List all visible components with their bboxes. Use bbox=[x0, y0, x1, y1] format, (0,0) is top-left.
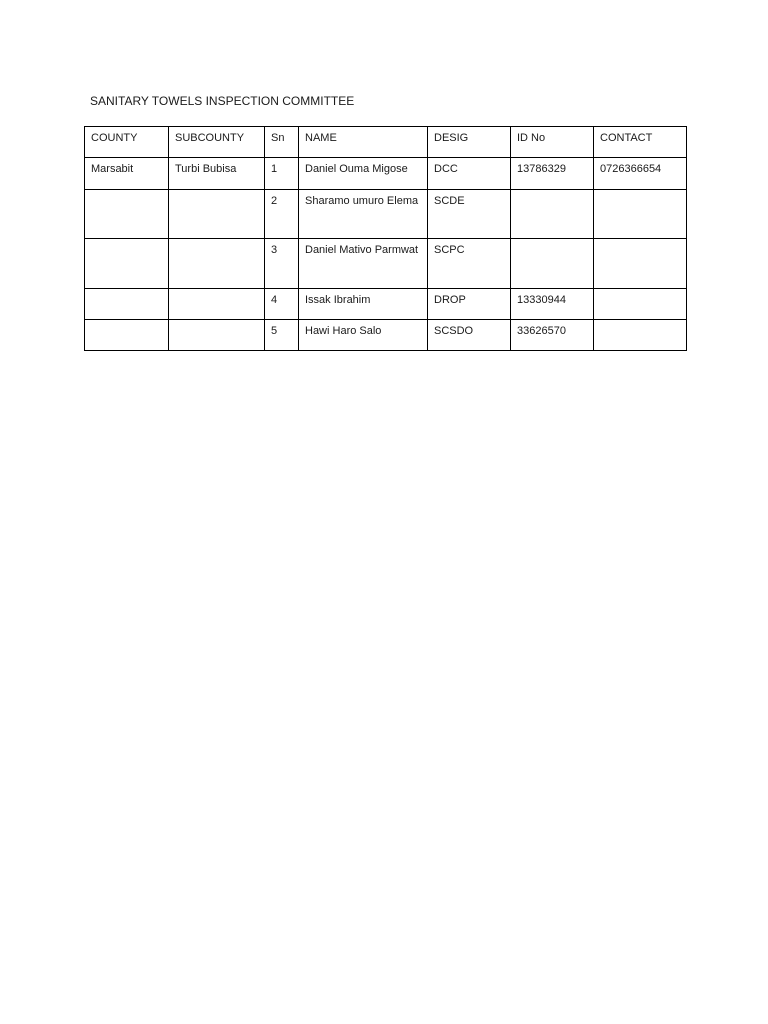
cell-name: Sharamo umuro Elema bbox=[299, 190, 428, 239]
table-row bbox=[85, 190, 687, 239]
cell-contact bbox=[594, 239, 687, 289]
cell-id-no: 33626570 bbox=[511, 320, 594, 351]
cell-contact: 0726366654 bbox=[594, 158, 687, 190]
document-title: SANITARY TOWELS INSPECTION COMMITTEE bbox=[90, 94, 355, 108]
cell-subcounty bbox=[169, 289, 265, 320]
table-row bbox=[85, 158, 687, 190]
cell-subcounty bbox=[169, 320, 265, 351]
cell-subcounty: Turbi Bubisa bbox=[169, 158, 265, 190]
cell-county: Marsabit bbox=[85, 158, 169, 190]
header-county: COUNTY bbox=[85, 127, 169, 158]
cell-desig: DCC bbox=[428, 158, 511, 190]
cell-sn: 4 bbox=[265, 289, 299, 320]
cell-desig: SCSDO bbox=[428, 320, 511, 351]
cell-subcounty bbox=[169, 190, 265, 239]
table-row bbox=[85, 239, 687, 289]
header-desig: DESIG bbox=[428, 127, 511, 158]
cell-desig: SCPC bbox=[428, 239, 511, 289]
cell-subcounty bbox=[169, 239, 265, 289]
cell-county bbox=[85, 239, 169, 289]
cell-contact bbox=[594, 320, 687, 351]
table-row bbox=[85, 320, 687, 351]
header-contact: CONTACT bbox=[594, 127, 687, 158]
cell-contact bbox=[594, 190, 687, 239]
cell-desig: SCDE bbox=[428, 190, 511, 239]
cell-name: Daniel Mativo Parmwat bbox=[299, 239, 428, 289]
cell-name: Issak Ibrahim bbox=[299, 289, 428, 320]
header-name: NAME bbox=[299, 127, 428, 158]
header-id-no: ID No bbox=[511, 127, 594, 158]
cell-county bbox=[85, 320, 169, 351]
committee-table bbox=[84, 126, 687, 351]
cell-desig: DROP bbox=[428, 289, 511, 320]
cell-sn: 1 bbox=[265, 158, 299, 190]
cell-id-no bbox=[511, 239, 594, 289]
cell-id-no: 13330944 bbox=[511, 289, 594, 320]
cell-id-no bbox=[511, 190, 594, 239]
cell-county bbox=[85, 289, 169, 320]
cell-sn: 5 bbox=[265, 320, 299, 351]
cell-name: Hawi Haro Salo bbox=[299, 320, 428, 351]
cell-sn: 3 bbox=[265, 239, 299, 289]
cell-id-no: 13786329 bbox=[511, 158, 594, 190]
header-subcounty: SUBCOUNTY bbox=[169, 127, 265, 158]
cell-county bbox=[85, 190, 169, 239]
table-header-row bbox=[85, 127, 687, 158]
cell-contact bbox=[594, 289, 687, 320]
cell-name: Daniel Ouma Migose bbox=[299, 158, 428, 190]
cell-sn: 2 bbox=[265, 190, 299, 239]
header-sn: Sn bbox=[265, 127, 299, 158]
table-row bbox=[85, 289, 687, 320]
